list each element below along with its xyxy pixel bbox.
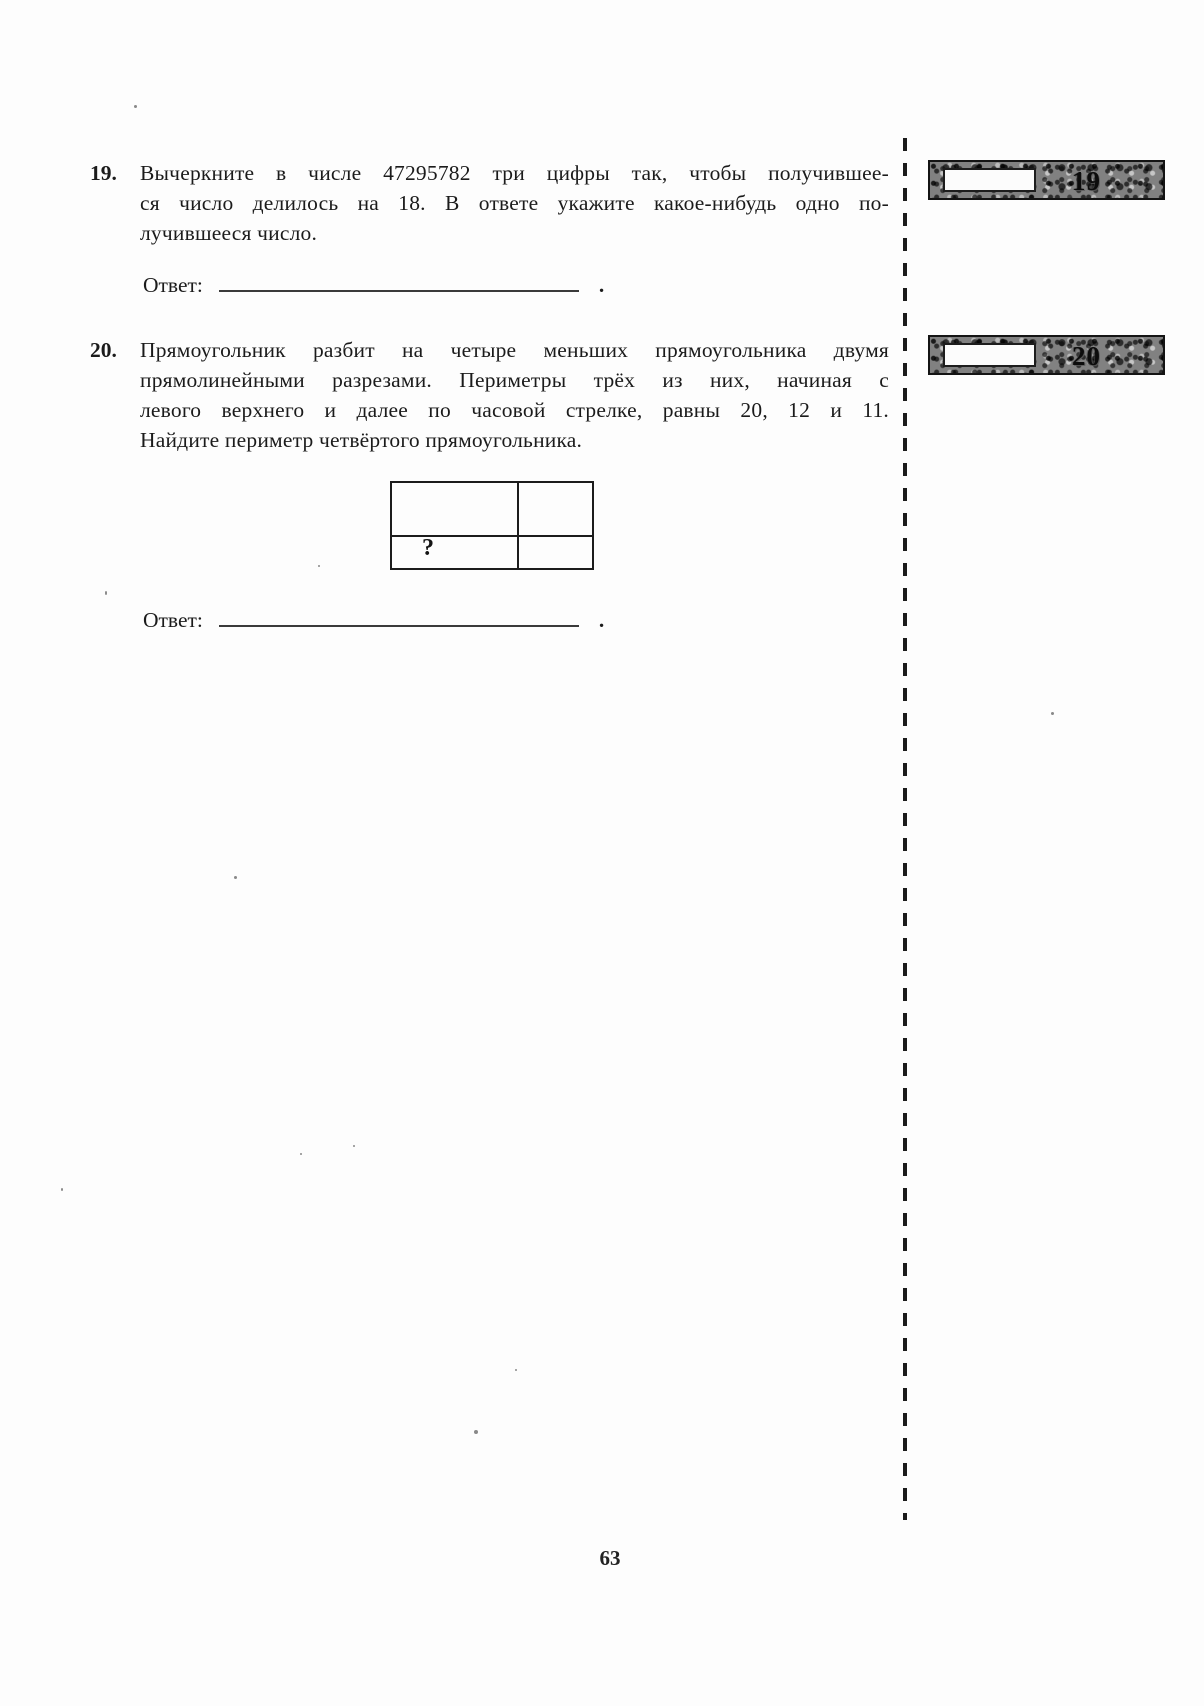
figure-vertical-cut [517,483,519,568]
problem-19-answer-blank[interactable] [219,268,579,292]
problem-20-line-3: левого верхнего и далее по часовой стрелке, равны 20, 12 и 11. [140,398,889,422]
problem-19-number: 19. [90,161,117,185]
problem-20-answer-row [143,603,604,634]
answer-transfer-box-20-write-area[interactable] [943,343,1036,367]
problem-20-number: 20. [90,338,117,362]
scan-speck [474,1430,478,1434]
answer-transfer-box-20-label: 20 [1072,341,1101,371]
scan-speck [134,105,137,108]
scan-speck [515,1369,517,1371]
problem-20-answer-period: . [598,608,605,632]
problem-19-line-3: лучившееся число. [140,221,318,245]
margin-dashed-separator [903,138,907,1520]
scan-speck [1051,712,1054,715]
problem-19-line-2: ся число делилось на 18. В ответе укажите какое-нибудь одно по- [140,191,889,215]
answer-transfer-box-19-label: 19 [1072,166,1101,196]
problem-20-answer-label: Ответ: [143,608,203,632]
scan-speck [234,876,237,879]
problem-19-line-1: Вычеркните в числе 47295782 три цифры так, чтобы получившее- [140,161,889,185]
problem-20-line-1: Прямоугольник разбит на четыре меньших прямоугольника двумя [140,338,889,362]
scan-speck [105,591,107,595]
problem-19-text [140,158,889,248]
answer-transfer-box-19-write-area[interactable] [943,168,1036,192]
scan-speck [300,1153,302,1155]
problem-20-line-4: Найдите периметр четвёртого прямоугольника. [140,428,583,452]
question-mark-label: ? [422,535,434,561]
problem-20-line-2: прямолинейными разрезами. Периметры трёх из них, начиная с [140,368,889,392]
problem-19-answer-row [143,268,604,299]
page-number: 63 [599,1546,621,1570]
problem-20-answer-blank[interactable] [219,603,579,627]
problem-19-answer-period: . [598,273,605,297]
scan-speck [353,1145,355,1147]
answer-transfer-box-19 [928,160,1165,200]
scan-speck [318,565,320,567]
problem-19-answer-label: Ответ: [143,273,203,297]
problem-20-text [140,335,889,455]
figure-rectangle [390,481,594,570]
scan-speck [61,1188,63,1191]
answer-transfer-box-20 [928,335,1165,375]
